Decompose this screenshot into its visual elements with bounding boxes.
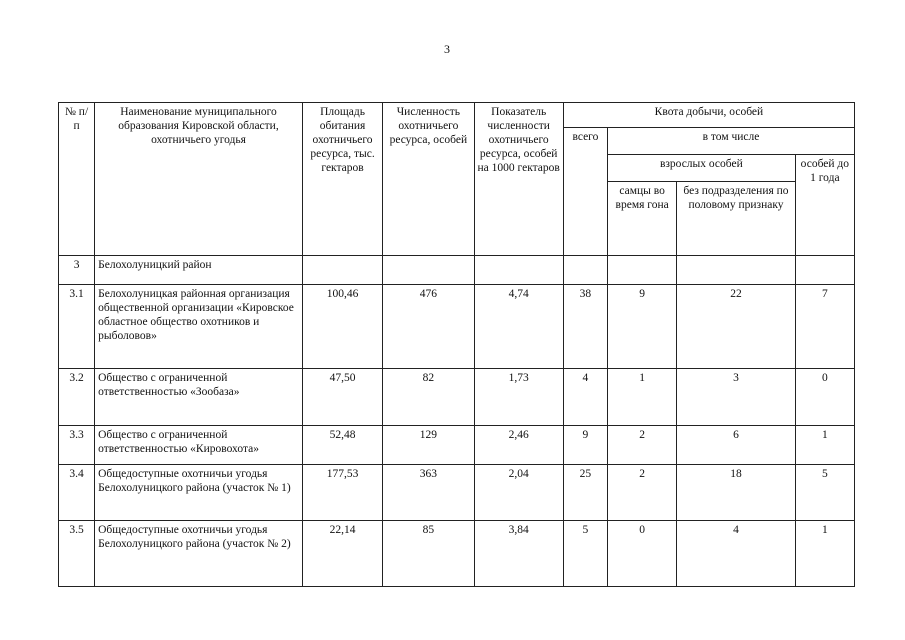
header-number: № п/п <box>59 103 95 256</box>
row-total: 38 <box>563 285 607 369</box>
row-count: 129 <box>383 426 474 465</box>
row-name: Белохолуницкая районная организация общественной организации «Кировское областное общество охотников и рыболовов» <box>95 285 303 369</box>
header-quota: Квота добычи, особей <box>563 103 854 128</box>
row-area: 22,14 <box>302 521 382 587</box>
row-males: 2 <box>608 465 677 521</box>
row-area: 177,53 <box>302 465 382 521</box>
row-name: Белохолуницкий район <box>95 256 303 285</box>
row-under-one <box>795 256 854 285</box>
hunting-quota-table <box>58 102 855 587</box>
table-row <box>59 256 855 285</box>
table-row <box>59 426 855 465</box>
row-total: 9 <box>563 426 607 465</box>
row-name: Общество с ограниченной ответственностью «Зообаза» <box>95 369 303 426</box>
row-indicator: 1,73 <box>474 369 563 426</box>
row-males: 0 <box>608 521 677 587</box>
table-row <box>59 465 855 521</box>
row-number: 3 <box>59 256 95 285</box>
row-number: 3.2 <box>59 369 95 426</box>
row-total: 4 <box>563 369 607 426</box>
table-row <box>59 521 855 587</box>
row-number: 3.3 <box>59 426 95 465</box>
page-number: 3 <box>444 42 450 56</box>
row-area: 100,46 <box>302 285 382 369</box>
row-indicator: 3,84 <box>474 521 563 587</box>
row-under-one: 1 <box>795 521 854 587</box>
row-area: 52,48 <box>302 426 382 465</box>
header-indicator: Показатель численности охотничьего ресурса, особей на 1000 гектаров <box>474 103 563 256</box>
row-name: Общедоступные охотничьи угодья Белохолуницкого района (участок № 1) <box>95 465 303 521</box>
row-undivided: 4 <box>677 521 795 587</box>
header-undivided: без подразделения по половому признаку <box>677 182 795 256</box>
row-males: 9 <box>608 285 677 369</box>
row-area: 47,50 <box>302 369 382 426</box>
row-indicator: 4,74 <box>474 285 563 369</box>
row-number: 3.4 <box>59 465 95 521</box>
row-count: 85 <box>383 521 474 587</box>
table-row <box>59 285 855 369</box>
header-count: Численность охотничьего ресурса, особей <box>383 103 474 256</box>
row-area <box>302 256 382 285</box>
row-indicator: 2,04 <box>474 465 563 521</box>
row-total: 5 <box>563 521 607 587</box>
row-indicator: 2,46 <box>474 426 563 465</box>
row-number: 3.1 <box>59 285 95 369</box>
row-under-one: 0 <box>795 369 854 426</box>
header-name: Наименование муниципального образования Кировской области, охотничьего угодья <box>95 103 303 256</box>
header-area: Площадь обитания охотничьего ресурса, тыс. гектаров <box>302 103 382 256</box>
table-row <box>59 369 855 426</box>
row-total: 25 <box>563 465 607 521</box>
row-under-one: 5 <box>795 465 854 521</box>
row-males: 1 <box>608 369 677 426</box>
row-count: 82 <box>383 369 474 426</box>
header-males: самцы во время гона <box>608 182 677 256</box>
header-including: в том числе <box>608 128 855 155</box>
row-undivided: 18 <box>677 465 795 521</box>
row-undivided <box>677 256 795 285</box>
row-total <box>563 256 607 285</box>
row-undivided: 22 <box>677 285 795 369</box>
row-indicator <box>474 256 563 285</box>
row-name: Общедоступные охотничьи угодья Белохолуницкого района (участок № 2) <box>95 521 303 587</box>
header-adults: взрослых особей <box>608 155 796 182</box>
row-undivided: 3 <box>677 369 795 426</box>
row-under-one: 1 <box>795 426 854 465</box>
row-count: 363 <box>383 465 474 521</box>
row-under-one: 7 <box>795 285 854 369</box>
row-males: 2 <box>608 426 677 465</box>
header-total: всего <box>563 128 607 256</box>
row-name: Общество с ограниченной ответственностью «Кировохота» <box>95 426 303 465</box>
row-males <box>608 256 677 285</box>
row-count <box>383 256 474 285</box>
row-count: 476 <box>383 285 474 369</box>
row-number: 3.5 <box>59 521 95 587</box>
row-undivided: 6 <box>677 426 795 465</box>
header-under-one-year: особей до 1 года <box>795 155 854 256</box>
